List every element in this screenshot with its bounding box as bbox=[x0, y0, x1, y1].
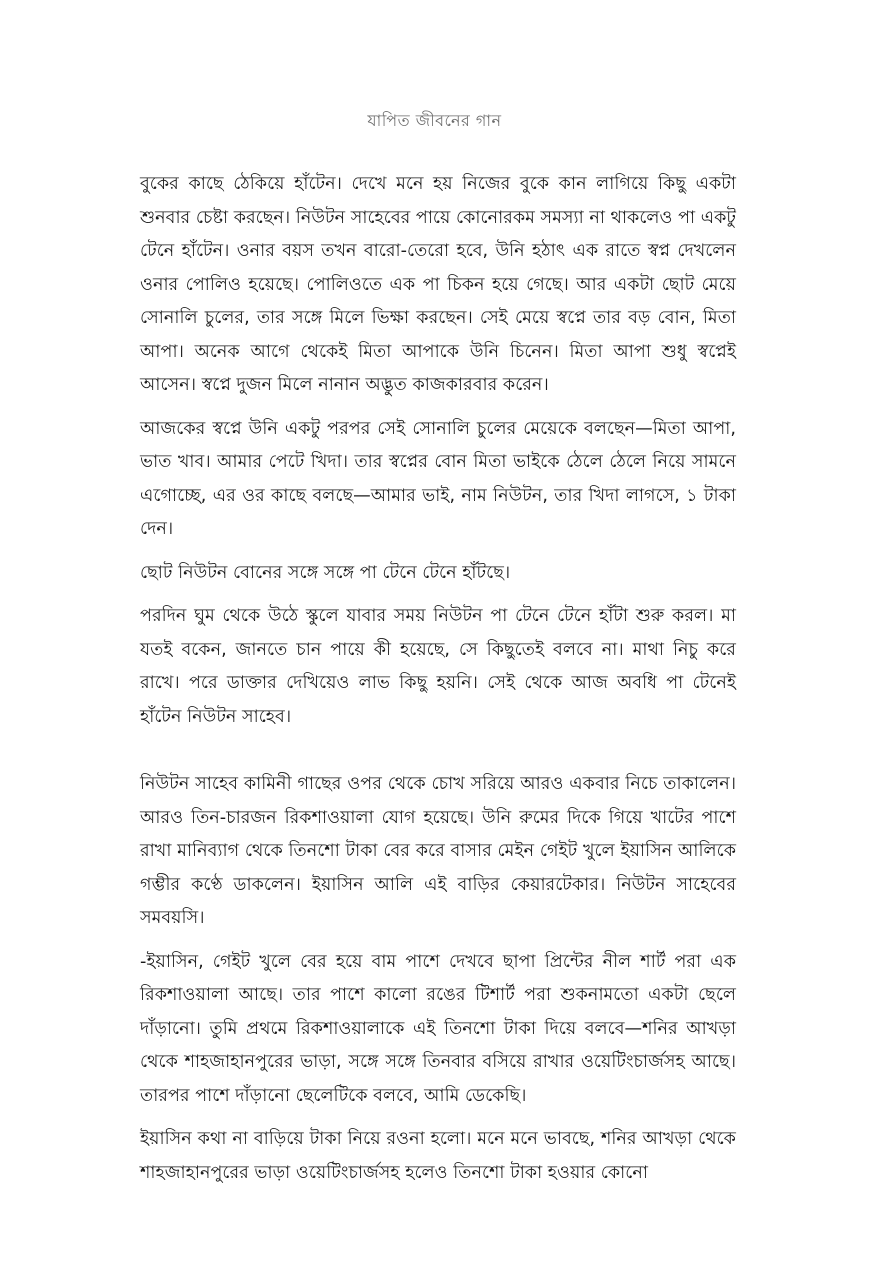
section-two bbox=[140, 768, 736, 1200]
paragraph: আজকের স্বপ্নে উনি একটু পরপর সেই সোনালি চুলের মেয়েকে বলছেন—মিতা আপা, ভাত খাব। আমার পেটে খিদা। তার স্বপ্নের বোন মিতা ভাইকে ঠেলে ঠেলে নিয়ে সামনে এগোচ্ছে, এর ওর কাছে বলছে—আমার ভাই, নাম নিউটন, তার খিদা লাগসে, ১ টাকা দেন। bbox=[140, 418, 736, 539]
paragraph: নিউটন সাহেব কামিনী গাছের ওপর থেকে চোখ সরিয়ে আরও একবার নিচে তাকালেন। আরও তিন-চারজন রিকশাওয়ালা যোগ হয়েছে। উনি রুমের দিকে গিয়ে খাটের পাশে রাখা মানিব্যাগ থেকে তিনশো টাকা বের করে বাসার মেইন গেইট খুলে ইয়াসিন আলিকে গম্ভীর কণ্ঠে ডাকলেন। ইয়াসিন আলি এই বাড়ির কেয়ারটেকার। নিউটন সাহেবের সমবয়সি। bbox=[140, 774, 736, 928]
section-one bbox=[140, 168, 736, 744]
paragraph: বুকের কাছে ঠেকিয়ে হাঁটেন। দেখে মনে হয় নিজের বুকে কান লাগিয়ে কিছু একটা শুনবার চেষ্টা করছেন। নিউটন সাহেবের পায়ে কোনোরকম সমস্যা না থাকলেও পা একটু টেনে হাঁটেন। ওনার বয়স তখন বারো-তেরো হবে, উনি হঠাৎ এক রাতে স্বপ্ন দেখলেন ওনার পোলিও হয়েছে। পোলিওতে এক পা চিকন হয়ে গেছে। আর একটা ছোট মেয়ে সোনালি চুলের, তার সঙ্গে মিলে ভিক্ষা করছেন। সেই মেয়ে স্বপ্নে তার বড় বোন, মিতা আপা। অনেক আগে থেকেই মিতা আপাকে উনি চিনেন। মিতা আপা শুধু স্বপ্নেই আসেন। স্বপ্নে দুজন মিলে নানান অদ্ভুত কাজকারবার করেন। bbox=[140, 174, 736, 395]
paragraph: ছোট নিউটন বোনের সঙ্গে সঙ্গে পা টেনে টেনে হাঁটছে। bbox=[140, 562, 511, 583]
paragraph: -ইয়াসিন, গেইট খুলে বের হয়ে বাম পাশে দেখবে ছাপা প্রিন্টের নীল শার্ট পরা এক রিকশাওয়ালা আছে। তার পাশে কালো রঙের টিশার্ট পরা শুকনামতো একটা ছেলে দাঁড়ানো। তুমি প্রথমে রিকশাওয়ালাকে এই তিনশো টাকা দিয়ে বলবে—শনির আখড়া থেকে শাহজাহানপুরের ভাড়া, সঙ্গে সঙ্গে তিনবার বসিয়ে রাখার ওয়েটিংচার্জসহ আছে। তারপর পাশে দাঁড়ানো ছেলেটিকে বলবে, আমি ডেকেছি। bbox=[140, 951, 736, 1106]
paragraph: পরদিন ঘুম থেকে উঠে স্কুলে যাবার সময় নিউটন পা টেনে টেনে হাঁটা শুরু করল। মা যতই বকেন, জানতে চান পায়ে কী হয়েছে, সে কিছুতেই বলবে না। মাথা নিচু করে রাখে। পরে ডাক্তার দেখিয়েও লাভ কিছু হয়নি। সেই থেকে আজ অবধি পা টেনেই হাঁটেন নিউটন সাহেব। bbox=[140, 606, 736, 727]
paragraph: ইয়াসিন কথা না বাড়িয়ে টাকা নিয়ে রওনা হলো। মনে মনে ভাবছে, শনির আখড়া থেকে শাহজাহানপুরের ভাড়া ওয়েটিংচার্জসহ হলেও তিনশো টাকা হওয়ার কোনো bbox=[140, 1129, 736, 1183]
running-header-title: যাপিত জীবনের গান bbox=[367, 111, 502, 130]
